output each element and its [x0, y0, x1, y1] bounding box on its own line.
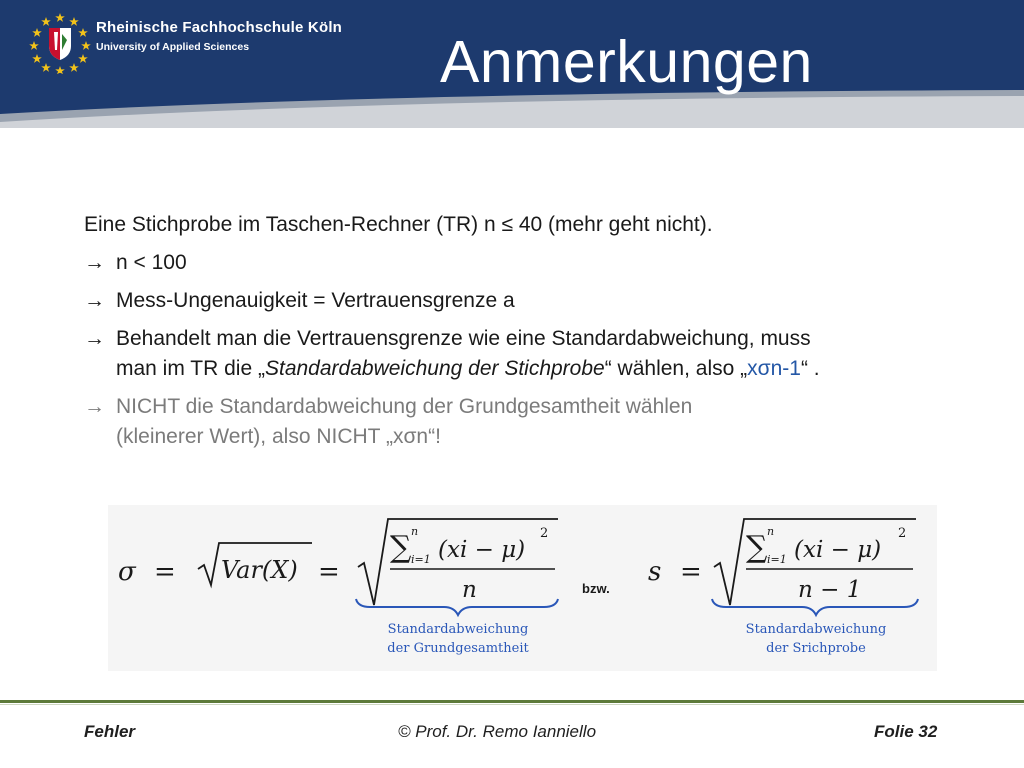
footer-slide-number [874, 722, 937, 742]
bullet-line-mid: “ wählen, also „ [604, 357, 748, 380]
arrow-icon: → [84, 395, 105, 418]
bullet-item [84, 248, 984, 278]
arrow-icon: → [84, 251, 105, 274]
equals-sign: = [680, 557, 702, 587]
intro-text: Eine Stichprobe im Taschen-Rechner (TR) n ≤ 40 (mehr geht nicht). [84, 213, 713, 236]
bullet-text-block [116, 324, 820, 384]
footer-topic: Fehler [84, 722, 136, 741]
sigma-symbol: σ [118, 557, 136, 587]
sum-sign: ∑ [390, 530, 412, 565]
arrow-icon: → [84, 289, 105, 312]
sample-label-line1: Standardabweichung [745, 622, 887, 637]
header-banner [0, 0, 1024, 128]
school-subtitle: University of Applied Sciences [96, 41, 250, 53]
bullet-item-faded [84, 392, 984, 452]
formula-graphic [108, 505, 937, 671]
exponent: 2 [898, 526, 907, 541]
denominator: n [462, 577, 477, 603]
sum-sign: ∑ [746, 530, 768, 565]
bullet-text: n < 100 [116, 251, 187, 274]
bullet-line-suffix: “ . [800, 357, 820, 380]
upper-index: n [411, 525, 419, 538]
bullet-text-block [116, 392, 692, 452]
lower-index: i=1 [767, 553, 787, 566]
slide-label: Folie [874, 722, 914, 741]
var-x: Var(X) [221, 556, 298, 584]
squared-term: (xi − μ) [438, 537, 526, 563]
bullet-line: Behandelt man die Vertrauensgrenze wie eine Standardabweichung, muss [116, 327, 811, 350]
school-name: Rheinische Fachhochschule Köln [96, 19, 343, 36]
slide-content [84, 210, 984, 460]
population-label-line2: der Grundgesamtheit [387, 641, 529, 656]
equals-sign: = [154, 557, 176, 587]
denominator: n − 1 [798, 577, 862, 603]
university-logo [28, 10, 92, 74]
slide-title: Anmerkungen [440, 29, 813, 95]
lower-index: i=1 [411, 553, 431, 566]
population-label-line1: Standardabweichung [387, 622, 529, 637]
footer-divider [0, 700, 1024, 703]
population-brace [356, 599, 558, 615]
footer-divider-shadow [0, 704, 1024, 705]
sample-label-line2: der Srichprobe [766, 641, 866, 656]
bullet-text: Mess-Ungenauigkeit = Vertrauensgrenze a [116, 289, 515, 312]
arrow-icon: → [84, 327, 105, 350]
slide-number: 32 [918, 722, 938, 741]
bullet-line: NICHT die Standardabweichung der Grundgesamtheit wählen [116, 395, 693, 418]
formula-image [108, 505, 937, 671]
s-symbol: s [648, 557, 662, 587]
bullet-italic-term: Standardabweichung der Stichprobe [264, 357, 605, 380]
squared-term: (xi − μ) [794, 537, 882, 563]
bullet-line: (kleinerer Wert), also NICHT „xσn“! [116, 425, 441, 448]
bullet-item [84, 324, 984, 384]
exponent: 2 [540, 526, 549, 541]
bzw-text: bzw. [582, 581, 610, 596]
equals-sign: = [318, 557, 340, 587]
footer-author: © Prof. Dr. Remo Ianniello [398, 722, 597, 741]
upper-index: n [767, 525, 775, 538]
bullet-item [84, 286, 984, 316]
bullet-line-prefix: man im TR die „ [116, 357, 265, 380]
calculator-key-highlight: xσn-1 [747, 357, 801, 380]
